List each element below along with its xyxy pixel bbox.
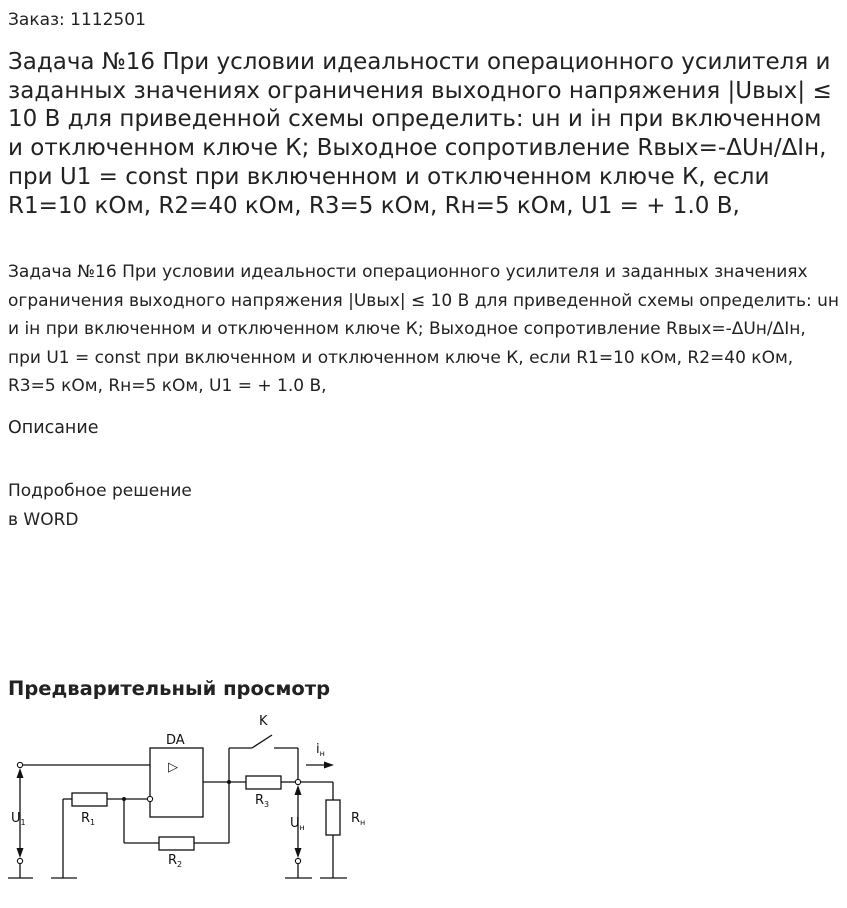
order-number: Заказ: 1112501	[8, 10, 146, 30]
un-label: $U_н$	[290, 816, 305, 832]
current-arrow-head	[324, 762, 334, 769]
resistor-rn	[326, 800, 340, 835]
un-bottom-node	[295, 858, 300, 863]
preview-heading: Предварительный просмотр	[8, 677, 331, 700]
un-arrow-down	[295, 848, 302, 858]
solution-line-1: Подробное решение	[8, 481, 192, 501]
r3-label: $R_3$	[255, 793, 270, 809]
opamp-body	[150, 748, 203, 817]
task-title: Задача №16 При условии идеальности операционного усилителя и заданных значениях ограничения выходного напряжения |Uвых| ≤ 10 В для приведенной схемы определить: uн и iн при включенном и отключенном ключе К; Выходное сопротивление Rвых=-ΔUн/ΔIн, при U1 = const при включенном и отключенном ключе К, если R1=10 кОм, R2=40 кОм, R3=5 кОм, Rн=5 кОм, U1 = + 1.0 В,	[8, 49, 832, 219]
r1-label: $R_1$	[81, 811, 96, 827]
u1-arrow-up	[17, 768, 24, 778]
resistor-r1	[72, 793, 107, 806]
opamp-symbol: ▷	[168, 760, 178, 775]
opamp-inverting-input	[147, 796, 152, 801]
solution-line-2: в WORD	[8, 510, 79, 530]
u1-label: $U_1$	[11, 811, 26, 827]
task-text: Задача №16 При условии идеальности операционного усилителя и заданных значениях ограничения выходного напряжения |Uвых| ≤ 10 В для приведенной схемы определить: uн и iн при включенном и отключенном ключе К; Выходное сопротивление Rвых=-ΔUн/ΔIн, при U1 = const при включенном и отключенном ключе К, если R1=10 кОм, R2=40 кОм, R3=5 кОм, Rн=5 кОм, U1 = + 1.0 В,	[8, 262, 840, 397]
switch-blade[interactable]	[252, 735, 272, 748]
r2-label: $R_2$	[168, 853, 183, 869]
description-label: Описание	[8, 418, 99, 438]
u1-bottom-node	[17, 858, 22, 863]
u1-top-node	[17, 762, 22, 767]
solution-note	[8, 477, 192, 535]
output-node	[295, 779, 300, 784]
circuit-diagram	[0, 706, 380, 896]
current-label: $i_н$	[316, 742, 325, 758]
resistor-r3	[246, 776, 281, 789]
resistor-r2	[159, 837, 194, 850]
u1-arrow-down	[17, 848, 24, 858]
un-arrow-up	[295, 785, 302, 795]
rn-label: $R_н$	[351, 811, 366, 827]
opamp-label: DA	[166, 733, 185, 748]
switch-label: K	[259, 714, 268, 729]
